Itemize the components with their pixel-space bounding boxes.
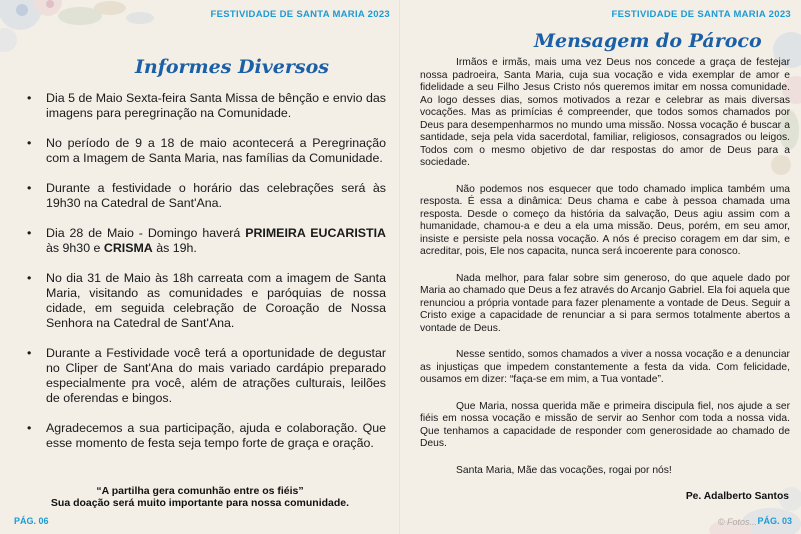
quote-line: “A partilha gera comunhão entre os fiéis” xyxy=(96,485,304,497)
quote-line: Sua doação será muito importante para nossa comunidade. xyxy=(50,497,350,509)
announcement-emphasis: CRISMA xyxy=(103,241,153,255)
announcement-emphasis: PRIMEIRA EUCARISTIA xyxy=(245,226,386,240)
message-paragraph: Não podemos nos esquecer que todo chamado implica também uma resposta. É essa a dinâmica: Deus chama e cabe à pessoa chamada uma resposta. Desde o começo da história da salvação, Deus agiu assim com a humanidade, chamou-a e deu a ela uma missão. Deus, porém, em seu amor, insiste e persiste pela nossa vocação. A nós é preciso coragem em dar sim, e acreditar, pois, Ele nos capacita, nunca será incoerente para conosco. xyxy=(420,183,790,257)
page-header: FESTIVIDADE DE SANTA MARIA 2023 xyxy=(210,9,390,20)
message-paragraph: Nesse sentido, somos chamados a viver a nossa vocação e a denunciar as injustiças que impedem constantemente a festa da vida. Com felicidade, ousamos em dizer: “faça-se em mim, a Tua vontade”. xyxy=(420,349,790,385)
message-paragraph: Irmãos e irmãs, mais uma vez Deus nos concede a graça de festejar nossa padroeira, Santa Maria, cuja sua vocação e vida exemplar de amor e fidelidade a seu Filho Jesus Cristo nós queremos imitar em nossa comunidade. Ao logo desses dias, somos motivados a rezar e celebrar as mais diversas vocações. Mas as primícias é compreender, que todos somos chamados por Deus para desempenharmos no mundo uma missão. Nossa vocação é buscar a santidade, seja pela vida sacerdotal, familiar, religiosos, consagrados ou leigos. Todos com o mesmo objetivo de dar respostas do amor de Deus para a sociedade. xyxy=(420,57,790,168)
page-number: PÁG. 03 xyxy=(757,516,792,526)
message-paragraph: Santa Maria, Mãe das vocações, rogai por nós! xyxy=(456,464,672,476)
announcement-text: Dia 5 de Maio Sexta-feira Santa Missa de bênção e envio das imagens para peregrinação na Comunidade. xyxy=(46,91,386,120)
page-right xyxy=(400,0,801,534)
page-header: FESTIVIDADE DE SANTA MARIA 2023 xyxy=(611,9,791,20)
page-left xyxy=(0,0,400,534)
bullet-icon: • xyxy=(27,136,32,150)
section-title: Mensagem do Pároco xyxy=(534,30,762,52)
message-paragraph: Que Maria, nossa querida mãe e primeira discipula fiel, nos ajude a ser fiéis em nossa vocação e missão de servir ao Senhor com toda a nossa vida. Que tenhamos a capacidade de responder com generosidade ao chamado de Deus. xyxy=(420,400,790,449)
announcement-text: Dia 28 de Maio - Domingo haverá xyxy=(46,226,246,240)
page-number: PÁG. 06 xyxy=(14,516,49,526)
announcement-item xyxy=(18,421,386,451)
announcement-text: às 19h. xyxy=(152,241,197,255)
announcement-text: Durante a Festividade você terá a oportunidade de degustar no Cliper de Sant'Ana do mais variado cardápio preparado especialmente pra você, além de atrações culturais, leilões de oferendas e bingos. xyxy=(46,346,386,405)
bullet-icon: • xyxy=(27,421,32,435)
announcement-text: No período de 9 a 18 de maio acontecerá a Peregrinação com a Imagem de Santa Maria, nas famílias da Comunidade. xyxy=(46,136,386,165)
bullet-icon: • xyxy=(27,346,32,360)
announcement-text: Agradecemos a sua participação, ajuda e colaboração. Que esse momento de festa seja tempo forte de graça e oração. xyxy=(46,421,386,450)
message-paragraph: Nada melhor, para falar sobre sim generoso, do que aquele dado por Maria ao chamado que Deus a fez através do Arcanjo Gabriel. Ela foi aquela que renunciou a própria vontade para fazer plenamente a vontade de Deus. Seguir a Cristo exige a capacidade de renunciar a si para sermos totalmente abertos a vontade de Deus. xyxy=(420,272,790,334)
bullet-icon: • xyxy=(27,226,32,240)
announcement-item xyxy=(18,136,386,166)
watermark: © Fotos... xyxy=(717,517,757,527)
signature: Pe. Adalberto Santos xyxy=(685,491,789,502)
bullet-icon: • xyxy=(27,271,32,285)
section-title: Informes Diversos xyxy=(135,56,329,78)
announcement-item xyxy=(18,226,386,256)
announcement-item xyxy=(18,271,386,331)
announcement-text: No dia 31 de Maio às 18h carreata com a imagem de Santa Maria, visitando as comunidades e paróquias de nossa cidade, em seguida celebração de Coroação de Nossa Senhora na Catedral de Sant'Ana. xyxy=(46,271,386,330)
bullet-icon: • xyxy=(27,181,32,195)
announcement-text: às 9h30 e xyxy=(46,241,104,255)
pastor-message xyxy=(420,57,790,491)
announcements-list xyxy=(18,91,386,466)
bullet-icon: • xyxy=(27,91,32,105)
announcement-item xyxy=(18,91,386,121)
announcement-item xyxy=(18,346,386,406)
announcement-text: Durante a festividade o horário das celebrações será às 19h30 na Catedral de Sant'Ana. xyxy=(46,181,386,210)
donation-quote xyxy=(0,485,400,509)
announcement-item xyxy=(18,181,386,211)
